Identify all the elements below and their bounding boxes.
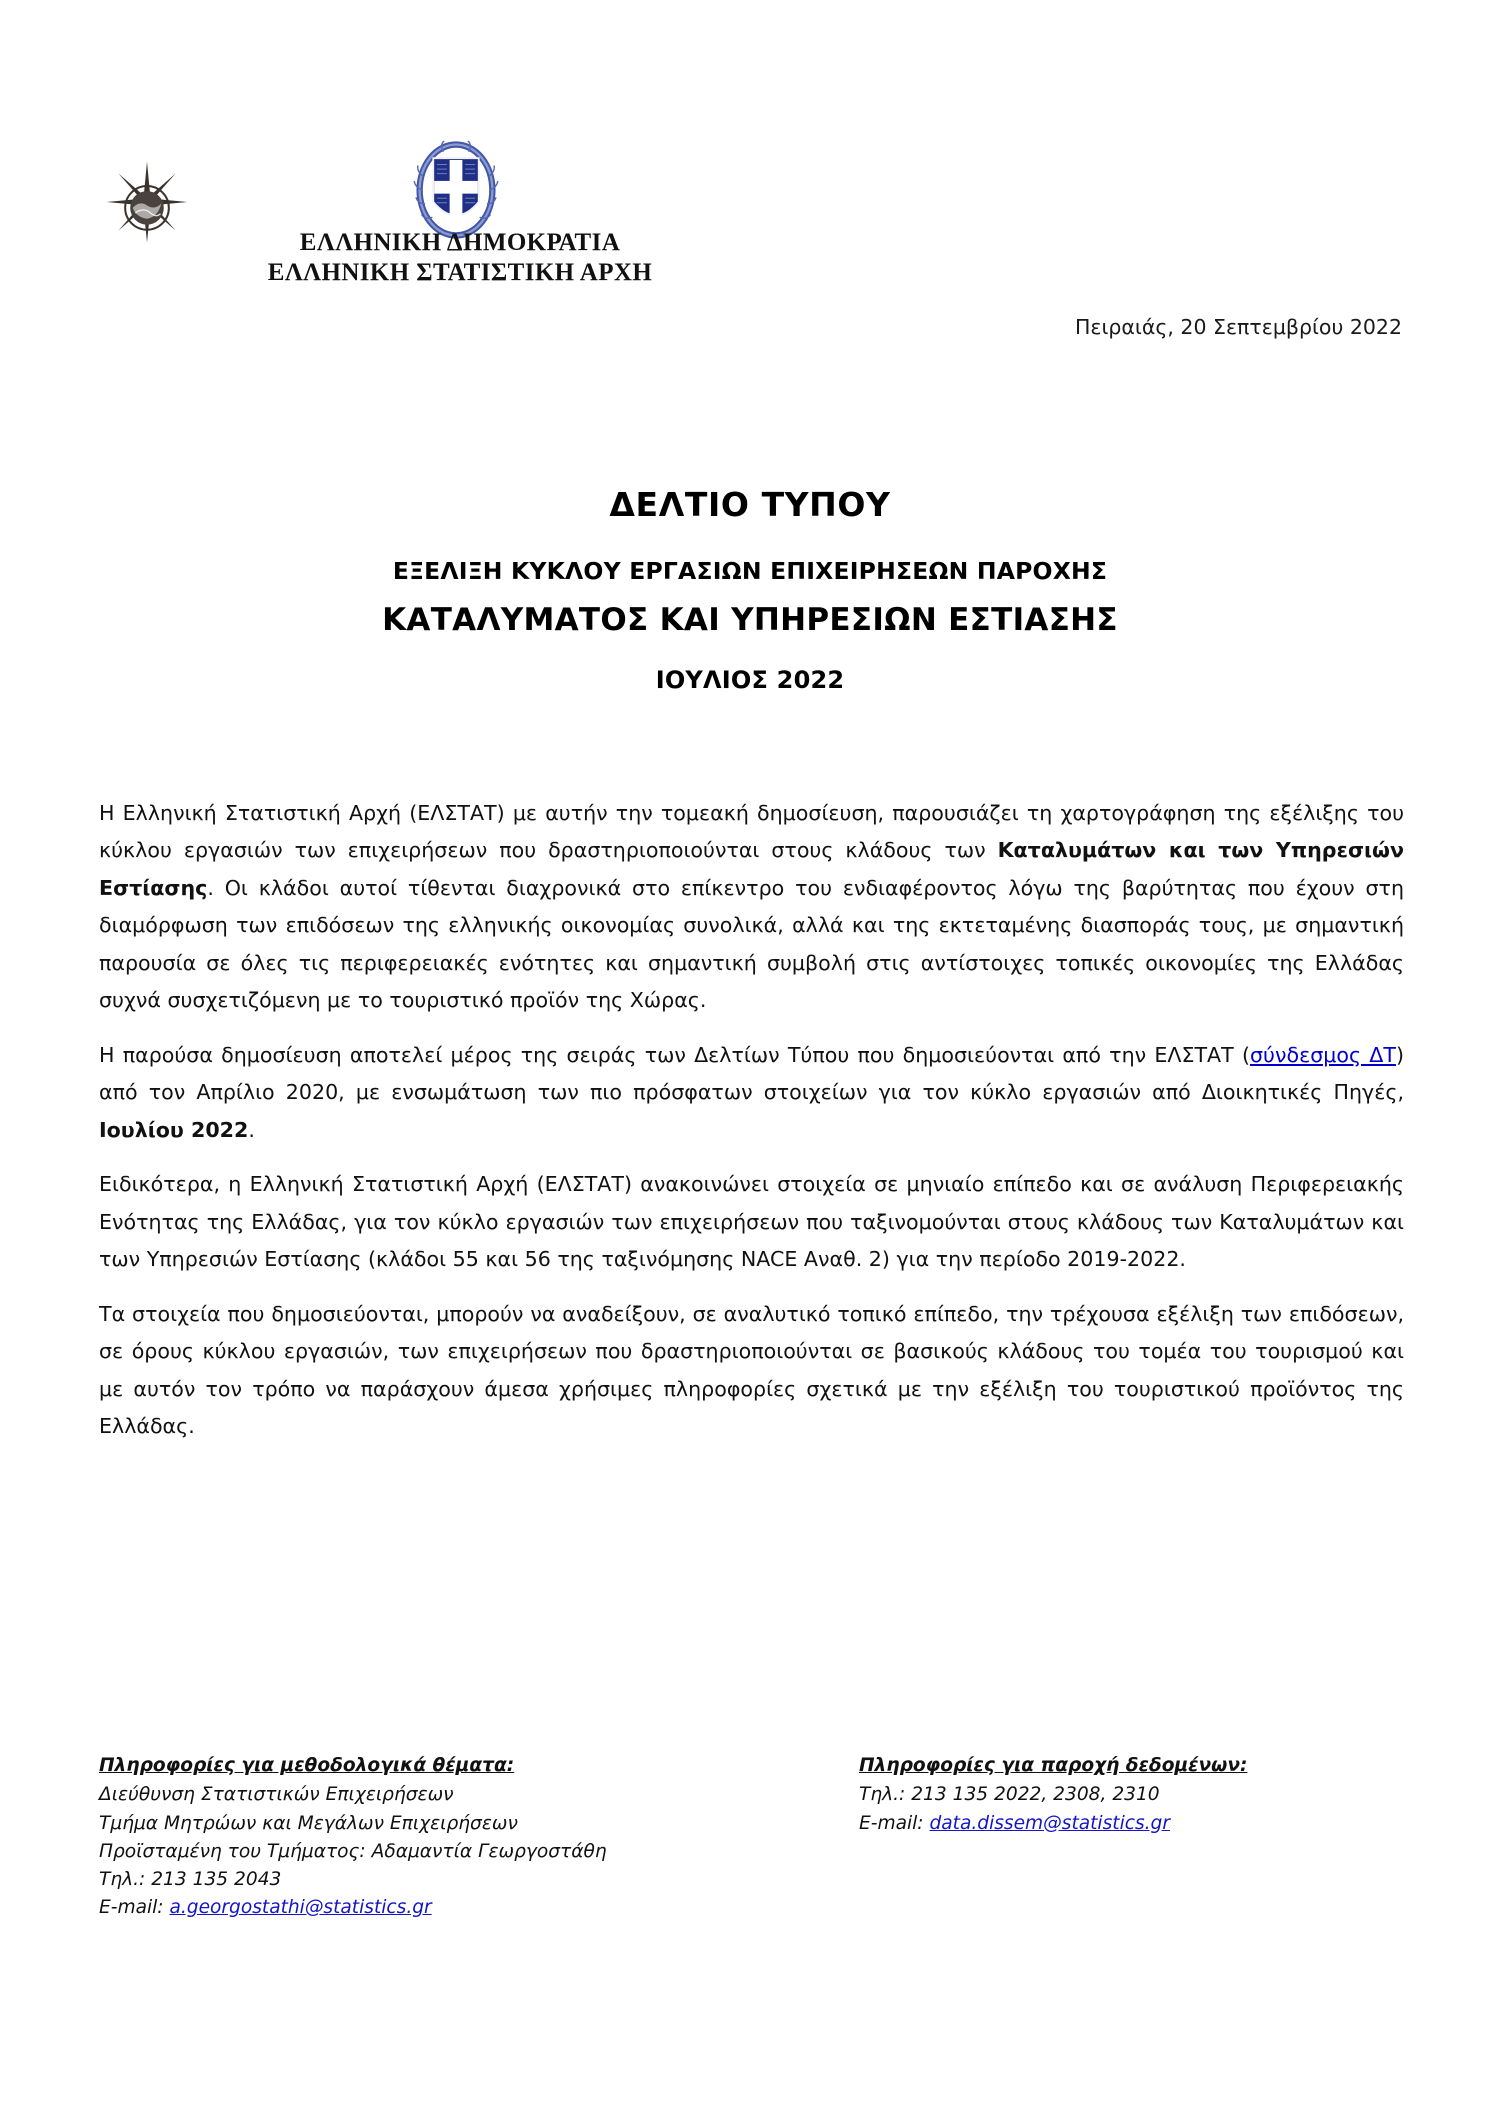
paragraph-2 xyxy=(99,1037,1404,1149)
paragraph-1 xyxy=(99,795,1404,1020)
footer-right-phone: Τηλ.: 213 135 2022, 2308, 2310 xyxy=(859,1784,1160,1806)
footer-left-line-1: Διεύθυνση Στατιστικών Επιχειρήσεων xyxy=(99,1784,454,1806)
paragraph-2-emphasis: Ιουλίου 2022 xyxy=(99,1117,249,1142)
footer-left-heading: Πληροφορίες για μεθοδολογικά θέματα: xyxy=(99,1755,515,1776)
footer-left-line-3: Προϊσταμένη του Τμήματος: Αδαμαντία Γεωργοστάθη xyxy=(99,1840,607,1862)
subtitle-line-1: ΕΞΕΛΙΞΗ ΚΥΚΛΟΥ ΕΡΓΑΣΙΩΝ ΕΠΙΧΕΙΡΗΣΕΩΝ ΠΑΡΟΧΗΣ xyxy=(392,557,1108,585)
footer-data-provision-contact xyxy=(859,1752,1404,1838)
paragraph-2-part-b: ) από τον Απρίλιο 2020, με ενσωμάτωση των πιο πρόσφατων στοιχείων για τον κύκλο εργασιών από Διοικητικές Πηγές, xyxy=(99,1042,1404,1105)
elstat-compass-logo-icon xyxy=(105,160,189,244)
footer-right-heading: Πληροφορίες για παροχή δεδομένων: xyxy=(859,1755,1248,1776)
reference-period: ΙΟΥΛΙΟΣ 2022 xyxy=(655,666,845,694)
footer-right-email-link[interactable]: data.dissem@statistics.gr xyxy=(929,1812,1171,1834)
footer-right-email-row xyxy=(859,1810,1404,1838)
paragraph-1-part-b: . Οι κλάδοι αυτοί τίθενται διαχρονικά στο επίκεντρο του ενδιαφέροντος λόγω της βαρύτητας που έχουν στη διαμόρφωση των επιδόσεων της ελληνικής οικονομίας συνολικά, αλλά και της εκτεταμένης διασποράς τους, με σημαντική παρουσία σε όλες τις περιφερειακές ενότητες και σημαντική συμβολή στις αντίστοιχες τοπικές οικονομίες της Ελλάδας συχνά συσχετιζόμενη με το τουριστικό προϊόν της Χώρας. xyxy=(99,875,1404,1013)
government-title-block xyxy=(250,228,670,287)
gov-line-statistical-authority: ΕΛΛΗΝΙΚΗ ΣΤΑΤΙΣΤΙΚΗ ΑΡΧΗ xyxy=(267,258,653,286)
footer-left-email-label: E-mail: xyxy=(99,1897,170,1919)
document-body xyxy=(99,795,1404,1446)
footer-left-email-row xyxy=(99,1894,859,1922)
paragraph-3: Ειδικότερα, η Ελληνική Στατιστική Αρχή (ΕΛΣΤΑΤ) ανακοινώνει στοιχεία σε μηνιαίο επίπεδο και σε ανάλυση Περιφερειακής Ενότητας της Ελλάδας, για τον κύκλο εργασιών των επιχειρήσεων που ταξινομούνται στους κλάδους των Καταλυμάτων και των Υπηρεσιών Εστίασης (κλάδοι 55 και 56 της ταξινόμησης NACE Αναθ. 2) για την περίοδο 2019-2022. xyxy=(99,1172,1404,1272)
footer-left-email-link[interactable]: a.georgostathi@statistics.gr xyxy=(169,1897,432,1919)
document-header xyxy=(0,140,1500,339)
press-release-series-link[interactable]: σύνδεσμος ΔΤ xyxy=(1250,1042,1396,1067)
paragraph-1-emphasis: Καταλυμάτων και των Υπηρεσιών Εστίασης xyxy=(99,838,1404,900)
publication-date: Πειραιάς, 20 Σεπτεμβρίου 2022 xyxy=(1074,315,1402,339)
greek-coat-of-arms-icon xyxy=(410,140,502,232)
footer-right-email-label: E-mail: xyxy=(859,1812,930,1834)
document-footer xyxy=(99,1752,1404,1923)
gov-line-hellenic-republic: ΕΛΛΗΝΙΚΗ ΔΗΜΟΚΡΑΤΙΑ xyxy=(299,229,621,256)
footer-left-line-2: Τμήμα Μητρώων και Μεγάλων Επιχειρήσεων xyxy=(99,1812,518,1834)
paragraph-2-part-a: Η παρούσα δημοσίευση αποτελεί μέρος της σειράς των Δελτίων Τύπου που δημοσιεύονται από την ΕΛΣΤΑΤ ( xyxy=(99,1042,1250,1067)
footer-left-phone: Τηλ.: 213 135 2043 xyxy=(99,1869,282,1890)
paragraph-4: Τα στοιχεία που δημοσιεύονται, μπορούν να αναδείξουν, σε αναλυτικό τοπικό επίπεδο, την τρέχουσα εξέλιξη των επιδόσεων, σε όρους κύκλου εργασιών, των επιχειρήσεων που δραστηριοποιούνται σε βασικούς κλάδους του τομέα του τουρισμού και με αυτόν τον τρόπο να παράσχουν άμεσα χρήσιμες πληροφορίες σχετικά με την εξέλιξη του τουριστικού προϊόντος της Ελλάδας. xyxy=(99,1301,1404,1439)
page-title: ΔΕΛΤΙΟ ΤΥΠΟΥ xyxy=(609,485,891,524)
paragraph-2-part-c: . xyxy=(248,1117,255,1142)
footer-methodology-contact xyxy=(99,1752,859,1923)
subtitle-line-2: ΚΑΤΑΛΥΜΑΤΟΣ ΚΑΙ ΥΠΗΡΕΣΙΩΝ ΕΣΤΙΑΣΗΣ xyxy=(382,602,1118,638)
paragraph-1-part-a: Η Ελληνική Στατιστική Αρχή (ΕΛΣΤΑΤ) με αυτήν την τομεακή δημοσίευση, παρουσιάζει τη χαρτογράφηση της εξέλιξης του κύκλου εργασιών των επιχειρήσεων που δραστηριοποιούνται στους κλάδους των xyxy=(99,801,1404,863)
title-block xyxy=(0,485,1500,694)
